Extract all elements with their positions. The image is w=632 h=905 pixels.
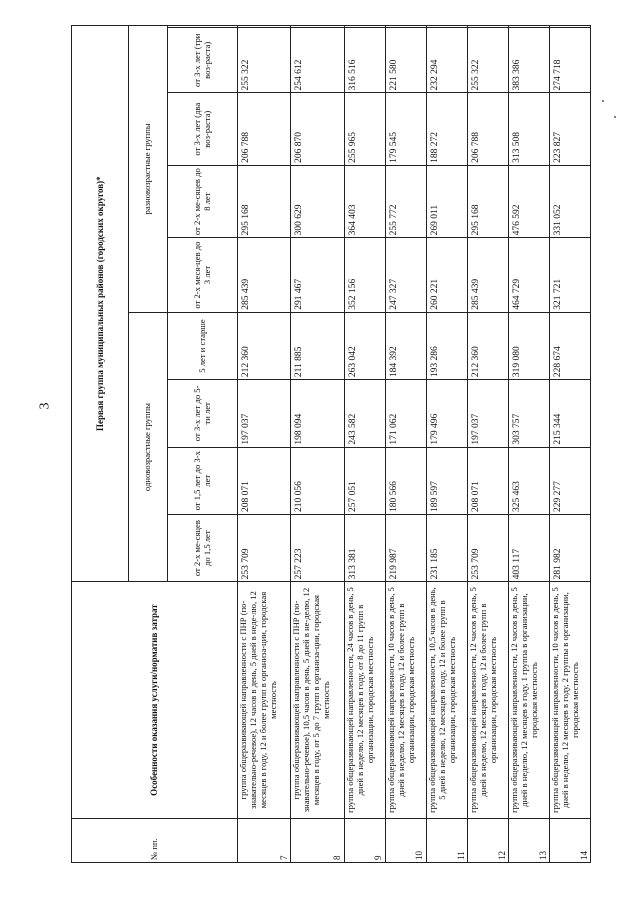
- blank-cell: [426, 26, 467, 28]
- cost-value: 188 272: [426, 93, 467, 165]
- cost-value: 263 042: [344, 312, 385, 379]
- header-feature: Особенности оказания услуги/норматив затрат: [72, 582, 238, 818]
- cost-value: 464 729: [508, 238, 549, 312]
- row-description: группа общеразвивающей направленности, 12 часов в день, 5 дней в неделю, 12 месяцев в году, 1 группа в организации, городская местность: [508, 582, 549, 818]
- cost-value: 274 718: [549, 28, 590, 93]
- cost-value: 223 827: [549, 93, 590, 165]
- cost-value: 295 168: [238, 165, 291, 237]
- header-group-title: Первая группа муниципальных районов (городских округов)*: [72, 26, 129, 582]
- cost-value: 260 221: [426, 238, 467, 312]
- row-description: группа общеразвивающей направленности с ПНР (по-знавательно-речевое), 12 часов в день, 5 дней в неде-лю, 12 месяцев в году, 12 и более групп в организа-ции, городская местность: [238, 582, 291, 818]
- cost-value: 255 322: [467, 28, 508, 93]
- table-row: [291, 26, 344, 863]
- table-row: [344, 26, 385, 863]
- header-sub: от 3-х лет (два воз-раста): [168, 93, 238, 165]
- cost-value: 300 629: [291, 165, 344, 237]
- header-blank-cell: [168, 26, 238, 28]
- table-row: [508, 26, 549, 863]
- cost-value: 364 403: [344, 165, 385, 237]
- cost-value: 193 286: [426, 312, 467, 379]
- blank-cell: [385, 26, 426, 28]
- cost-value: 255 322: [238, 28, 291, 93]
- cost-value: 208 071: [238, 447, 291, 514]
- cost-value: 257 223: [291, 514, 344, 581]
- cost-value: 295 168: [467, 165, 508, 237]
- cost-value: 319 080: [508, 312, 549, 379]
- header-single-age: одновозрастные группы: [129, 312, 168, 582]
- header-num: № пп.: [72, 818, 238, 862]
- cost-value: 171 062: [385, 380, 426, 447]
- blank-cell: [508, 26, 549, 28]
- cost-value: 313 381: [344, 514, 385, 581]
- rotated-table-wrapper: [71, 25, 591, 863]
- cost-value: 212 360: [238, 312, 291, 379]
- table-row: [549, 26, 590, 863]
- table-row: [385, 26, 426, 863]
- cost-value: 331 052: [549, 165, 590, 237]
- cost-value: 253 709: [238, 514, 291, 581]
- row-number: 7: [238, 818, 291, 862]
- cost-value: 210 056: [291, 447, 344, 514]
- cost-value: 255 965: [344, 93, 385, 165]
- cost-value: 476 592: [508, 165, 549, 237]
- row-number: 8: [291, 818, 344, 862]
- cost-value: 229 277: [549, 447, 590, 514]
- header-sub: от 2-х меся-цев до 3 лет: [168, 238, 238, 312]
- header-sub: от 3-х лет (три воз-раста): [168, 28, 238, 93]
- cost-value: 313 508: [508, 93, 549, 165]
- row-number: 13: [508, 818, 549, 862]
- cost-value: 211 885: [291, 312, 344, 379]
- cost-value: 189 597: [426, 447, 467, 514]
- cost-norms-table: [71, 25, 591, 863]
- row-number: 10: [385, 818, 426, 862]
- cost-value: 197 037: [467, 380, 508, 447]
- cost-value: 303 757: [508, 380, 549, 447]
- row-number: 14: [549, 818, 590, 862]
- blank-cell: [344, 26, 385, 28]
- header-sub: от 3-х лет до 5-ти лет: [168, 380, 238, 447]
- cost-value: 257 051: [344, 447, 385, 514]
- page-number: 3: [37, 402, 53, 410]
- table-row: [467, 26, 508, 863]
- cost-value: 383 386: [508, 28, 549, 93]
- row-description: группа общеразвивающей направленности, 10 часов в день, 5 дней в неделю, 12 месяцев в году, 12 и более групп в организации, городская местность: [385, 582, 426, 818]
- row-number: 11: [426, 818, 467, 862]
- header-sub: от 2-х ме-сяцев до 1,5 лет: [168, 514, 238, 581]
- cost-value: 215 344: [549, 380, 590, 447]
- cost-value: 321 721: [549, 238, 590, 312]
- row-number: 9: [344, 818, 385, 862]
- blank-cell: [291, 26, 344, 28]
- cost-value: 253 709: [467, 514, 508, 581]
- blank-cell: [467, 26, 508, 28]
- row-description: группа общеразвивающей направленности, 24 часов в день, 5 дней в неделю, 12 месяцев в году, от 8 до 11 групп в организации, городская местность: [344, 582, 385, 818]
- cost-value: 269 011: [426, 165, 467, 237]
- row-description: группа общеразвивающей направленности, 10 часов в день, 5 дней в неделю, 12 месяцев в году, 2 группы в организации, городская местность: [549, 582, 590, 818]
- row-description: группа общеразвивающей направленности, 12 часов в день, 5 дней в неделю, 12 месяцев в году, 12 и более групп в организации, городская местность: [467, 582, 508, 818]
- cost-value: 291 467: [291, 238, 344, 312]
- cost-value: 231 185: [426, 514, 467, 581]
- scan-speck: [614, 116, 616, 118]
- cost-value: 254 612: [291, 28, 344, 93]
- cost-value: 179 545: [385, 93, 426, 165]
- cost-value: 206 870: [291, 93, 344, 165]
- header-sub: 5 лет и старше: [168, 312, 238, 379]
- cost-value: 316 516: [344, 28, 385, 93]
- blank-cell: [549, 26, 590, 28]
- row-description: группа общеразвивающей направленности с ПНР (по-знавательно-речевое), 10,5 часов в день, 5 дней в не-делю, 12 месяцев в году, от 5 до 7 групп в организа-ции, городская местность: [291, 582, 344, 818]
- table-row: [238, 26, 291, 863]
- cost-value: 179 496: [426, 380, 467, 447]
- cost-value: 403 117: [508, 514, 549, 581]
- cost-value: 243 582: [344, 380, 385, 447]
- cost-value: 206 788: [238, 93, 291, 165]
- cost-value: 198 094: [291, 380, 344, 447]
- cost-value: 255 772: [385, 165, 426, 237]
- cost-value: 212 360: [467, 312, 508, 379]
- cost-value: 285 439: [238, 238, 291, 312]
- cost-value: 206 788: [467, 93, 508, 165]
- header-sub: от 2-х ме-сяцев до 8 лет: [168, 165, 238, 237]
- cost-value: 221 580: [385, 28, 426, 93]
- cost-value: 208 071: [467, 447, 508, 514]
- cost-value: 184 392: [385, 312, 426, 379]
- cost-value: 352 156: [344, 238, 385, 312]
- row-number: 12: [467, 818, 508, 862]
- row-description: группа общеразвивающей направленности, 10,5 часов в день, 5 дней в неделю, 12 месяцев в году, 12 и более групп в организации, городская местность: [426, 582, 467, 818]
- cost-value: 219 987: [385, 514, 426, 581]
- table-row: [426, 26, 467, 863]
- cost-value: 285 439: [467, 238, 508, 312]
- scan-speck: [602, 100, 604, 102]
- cost-value: 281 982: [549, 514, 590, 581]
- blank-cell: [238, 26, 291, 28]
- cost-value: 325 463: [508, 447, 549, 514]
- cost-value: 197 037: [238, 380, 291, 447]
- cost-value: 232 294: [426, 28, 467, 93]
- cost-value: 228 674: [549, 312, 590, 379]
- cost-value: 247 327: [385, 238, 426, 312]
- header-mixed-age: разновозрастные группы: [129, 26, 168, 313]
- cost-value: 180 566: [385, 447, 426, 514]
- header-sub: от 1,5 лет до 3-х лет: [168, 447, 238, 514]
